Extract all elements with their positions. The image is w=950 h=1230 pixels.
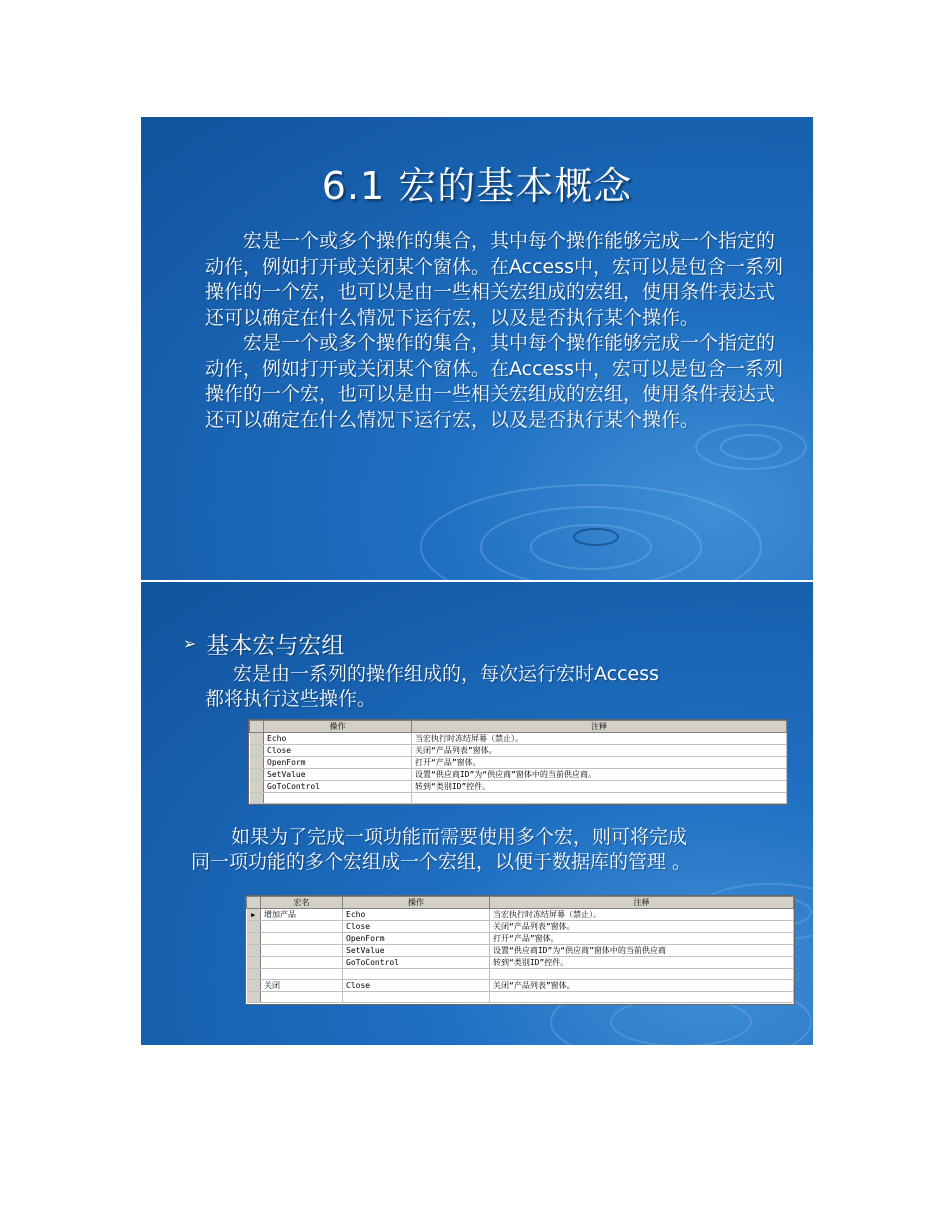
comment-cell[interactable]: 转到“类别ID”控件。 — [490, 957, 794, 969]
macro-name-cell[interactable] — [261, 957, 343, 969]
row-selector[interactable] — [247, 933, 261, 945]
table-row[interactable] — [247, 957, 794, 969]
row-selector[interactable] — [247, 969, 261, 980]
table-row[interactable] — [247, 921, 794, 933]
comment-cell[interactable]: 打开“产品”窗体。 — [490, 933, 794, 945]
comment-cell[interactable]: 关闭“产品列表”窗体。 — [490, 980, 794, 992]
macro-name-cell[interactable] — [261, 921, 343, 933]
comment-cell[interactable]: 关闭“产品列表”窗体。 — [412, 745, 787, 757]
comment-cell[interactable]: 打开“产品”窗体。 — [412, 757, 787, 769]
table-row[interactable] — [250, 781, 787, 793]
row-selector-header — [247, 897, 261, 909]
action-cell[interactable] — [264, 793, 412, 804]
desc2-line-1: 如果为了完成一项功能而需要使用多个宏，则可将完成 — [231, 826, 688, 848]
action-cell[interactable] — [343, 969, 490, 980]
action-cell[interactable]: Echo — [343, 909, 490, 921]
comment-cell[interactable] — [490, 992, 794, 1003]
macro-group-table — [245, 895, 795, 1005]
row-selector[interactable] — [247, 945, 261, 957]
table-row[interactable] — [250, 769, 787, 781]
table-row[interactable] — [247, 933, 794, 945]
row-selector[interactable] — [247, 992, 261, 1003]
section-heading — [183, 627, 344, 660]
comment-cell[interactable] — [412, 793, 787, 804]
macro-name-cell[interactable] — [261, 945, 343, 957]
macro-name-cell[interactable] — [261, 969, 343, 980]
comment-cell[interactable]: 设置“供应商ID”为“供应商”窗体中的当前供应商 — [490, 945, 794, 957]
comment-cell[interactable] — [490, 969, 794, 980]
row-selector-header — [250, 721, 264, 733]
table-row[interactable] — [247, 945, 794, 957]
heading-text: 基本宏与宏组 — [206, 633, 345, 659]
action-cell[interactable]: Close — [264, 745, 412, 757]
action-cell[interactable]: Close — [343, 921, 490, 933]
table-row[interactable] — [247, 992, 794, 1003]
comment-cell[interactable]: 设置“供应商ID”为“供应商”窗体中的当前供应商。 — [412, 769, 787, 781]
table-row[interactable] — [247, 909, 794, 921]
macro-name-cell[interactable]: 增加产品 — [261, 909, 343, 921]
row-selector[interactable] — [247, 980, 261, 992]
macro-table — [248, 719, 788, 805]
table-row[interactable] — [250, 793, 787, 804]
macro-group-description — [191, 825, 691, 875]
row-selector[interactable] — [250, 745, 264, 757]
action-cell[interactable]: GoToControl — [343, 957, 490, 969]
row-selector[interactable] — [250, 781, 264, 793]
desc2-line-2: 同一项功能的多个宏组成一个宏组，以便于数据库的管理 。 — [191, 851, 692, 873]
row-selector[interactable] — [250, 757, 264, 769]
table-row[interactable] — [250, 745, 787, 757]
slide-1 — [141, 117, 813, 580]
slide-title: 6.1 宏的基本概念 — [321, 164, 633, 208]
row-selector[interactable] — [247, 921, 261, 933]
action-cell[interactable] — [343, 992, 490, 1003]
column-header-action: 操作 — [343, 897, 490, 909]
comment-cell[interactable]: 转到“类别ID”控件。 — [412, 781, 787, 793]
desc1-line-1: 宏是由一系列的操作组成的，每次运行宏时Access — [233, 663, 660, 685]
current-row-icon[interactable]: ▶ — [247, 909, 261, 921]
row-selector[interactable] — [250, 733, 264, 745]
paragraph-2: 宏是一个或多个操作的集合，其中每个操作能够完成一个指定的动作，例如打开或关闭某个窗体。在Access中，宏可以是包含一系列操作的一个宏，也可以是由一些相关宏组成的宏组，使用条件表达式还可以确定在什么情况下运行宏，以及是否执行某个操作。 — [205, 332, 784, 431]
action-cell[interactable]: Echo — [264, 733, 412, 745]
column-header-comment: 注释 — [412, 721, 787, 733]
desc1-line-2: 都将执行这些操作。 — [205, 688, 377, 710]
arrow-bullet-icon: ➢ — [183, 634, 197, 653]
table-row[interactable] — [250, 757, 787, 769]
table-row[interactable] — [247, 980, 794, 992]
body-text — [205, 229, 785, 433]
column-header-action: 操作 — [264, 721, 412, 733]
row-selector[interactable] — [250, 769, 264, 781]
action-cell[interactable]: SetValue — [343, 945, 490, 957]
macro-name-cell[interactable]: 关闭 — [261, 980, 343, 992]
action-cell[interactable]: GoToControl — [264, 781, 412, 793]
comment-cell[interactable]: 当宏执行时冻结屏幕（禁止）。 — [490, 909, 794, 921]
action-cell[interactable]: Close — [343, 980, 490, 992]
comment-cell[interactable]: 当宏执行时冻结屏幕（禁止）。 — [412, 733, 787, 745]
macro-name-cell[interactable] — [261, 933, 343, 945]
macro-name-cell[interactable] — [261, 992, 343, 1003]
action-cell[interactable]: OpenForm — [264, 757, 412, 769]
macro-description — [205, 662, 659, 712]
table-row[interactable] — [247, 969, 794, 980]
paragraph-1: 宏是一个或多个操作的集合，其中每个操作能够完成一个指定的动作，例如打开或关闭某个窗体。在Access中，宏可以是包含一系列操作的一个宏，也可以是由一些相关宏组成的宏组，使用条件表达式还可以确定在什么情况下运行宏，以及是否执行某个操作。 — [205, 230, 784, 329]
column-header-macro-name: 宏名 — [261, 897, 343, 909]
comment-cell[interactable]: 关闭“产品列表”窗体。 — [490, 921, 794, 933]
table-row[interactable] — [250, 733, 787, 745]
row-selector[interactable] — [247, 957, 261, 969]
slide-2 — [141, 582, 813, 1045]
column-header-comment: 注释 — [490, 897, 794, 909]
row-selector[interactable] — [250, 793, 264, 804]
action-cell[interactable]: SetValue — [264, 769, 412, 781]
action-cell[interactable]: OpenForm — [343, 933, 490, 945]
